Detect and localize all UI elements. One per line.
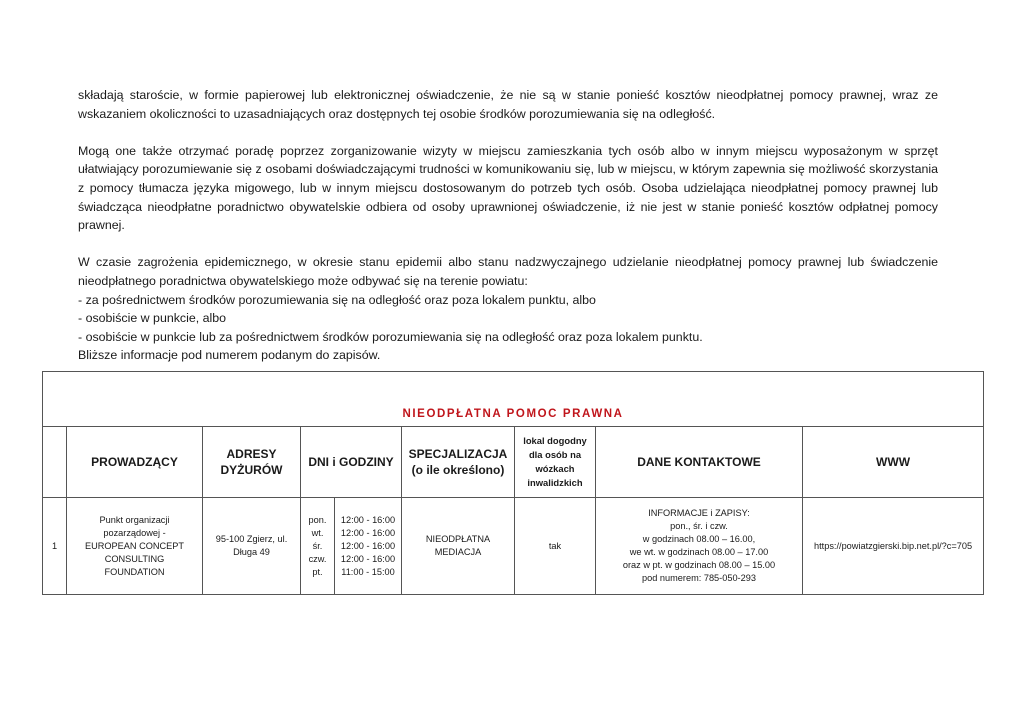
closing-line: Bliższe informacje pod numerem podanym do zapisów.: [78, 348, 381, 363]
day-label: czw.: [308, 553, 327, 564]
list-item: - osobiście w punkcie, albo: [78, 311, 227, 326]
day-label: śr.: [312, 540, 323, 551]
address-cell: 95-100 Zgierz, ul. Długa 49: [203, 498, 301, 595]
header-www: WWW: [803, 427, 984, 498]
contact-line: w godzinach 08.00 – 16.00,: [642, 534, 756, 544]
hours-label: 12:00 - 16:00: [340, 514, 396, 525]
contact-line: INFORMACJE i ZAPISY:: [648, 508, 750, 518]
list-item: - za pośrednictwem środków porozumiewania się na odległość oraz poza lokalem punktu, albo: [78, 292, 596, 307]
hours-label: 12:00 - 16:00: [340, 553, 396, 564]
wheelchair-cell: tak: [515, 498, 596, 595]
header-contact: DANE KONTAKTOWE: [596, 427, 803, 498]
hours-label: 11:00 - 15:00: [341, 566, 395, 577]
header-wheelchair: lokal dogodny dla osób na wózkach inwalidzkich: [515, 427, 596, 498]
specialization-cell: NIEODPŁATNA MEDIACJA: [402, 498, 515, 595]
table-row: [43, 498, 984, 595]
hours-label: 12:00 - 16:00: [340, 527, 396, 538]
header-operator: PROWADZĄCY: [67, 427, 203, 498]
contact-line: oraz w pt. w godzinach 08.00 – 15.00: [622, 560, 776, 570]
paragraph-1: składają staroście, w formie papierowej lub elektronicznej oświadczenie, że nie są w stanie ponieść kosztów nieodpłatnej pomocy prawnej, wraz ze wskazaniem okoliczności to uzasadniających oraz dostępnych tej osobie środków porozumiewania się na odległość.: [78, 88, 938, 121]
paragraph-2: Mogą one także otrzymać poradę poprzez zorganizowanie wizyty w miejscu zamieszkania tych osób albo w innym miejscu wyposażonym w sprzęt ułatwiający porozumiewanie się z osobami doświadczającymi trudności w komunikowaniu się, lub w miejscu, w którym zapewnia się możliwość skorzystania z pomocy tłumacza języka migowego, lub w innym miejscu dostosowanym do potrzeb tych osób. Osoba udzielająca nieodpłatnej pomocy prawnej lub świadcząca nieodpłatne poradnictwo obywatelskie odbiera od osoby uprawnionej oświadczenie, iż nie jest w stanie ponieść kosztów odpłatnej pomocy prawnej.: [78, 143, 938, 233]
paragraph-3: W czasie zagrożenia epidemicznego, w okresie stanu epidemii albo stanu nadzwyczajnego udzielanie nieodpłatnej pomocy prawnej lub świadczenie nieodpłatnego poradnictwa obywatelskiego może odbywać się na terenie powiatu:: [78, 255, 938, 288]
days-cell: [301, 498, 335, 595]
hours-cell: [335, 498, 402, 595]
contact-line: pod numerem: 785-050-293: [642, 573, 756, 583]
header-specialization: SPECJALIZACJA (o ile określono): [402, 427, 515, 498]
list-item: - osobiście w punkcie lub za pośrednictwem środków porozumiewania się na odległość oraz poza lokalem punktu.: [78, 329, 703, 344]
www-link[interactable]: https://powiatzgierski.bip.net.pl/?c=705: [803, 498, 984, 595]
hours-label: 12:00 - 16:00: [340, 540, 396, 551]
contact-cell: [596, 498, 803, 595]
day-label: wt.: [311, 527, 324, 538]
contact-line: pon., śr. i czw.: [670, 521, 728, 531]
table-title: NIEODPŁATNA POMOC PRAWNA: [43, 372, 984, 427]
header-addresses: ADRESY DYŻURÓW: [203, 427, 301, 498]
row-number: 1: [43, 498, 67, 595]
header-number: [43, 427, 67, 498]
day-label: pt.: [312, 566, 323, 577]
contact-line: we wt. w godzinach 08.00 – 17.00: [629, 547, 769, 557]
day-label: pon.: [308, 514, 327, 525]
header-days-hours: DNI i GODZINY: [301, 427, 402, 498]
operator-cell: Punkt organizacji pozarządowej - EUROPEAN CONCEPT CONSULTING FOUNDATION: [67, 498, 203, 595]
legal-aid-table: [42, 371, 984, 595]
body-text: [78, 86, 938, 365]
